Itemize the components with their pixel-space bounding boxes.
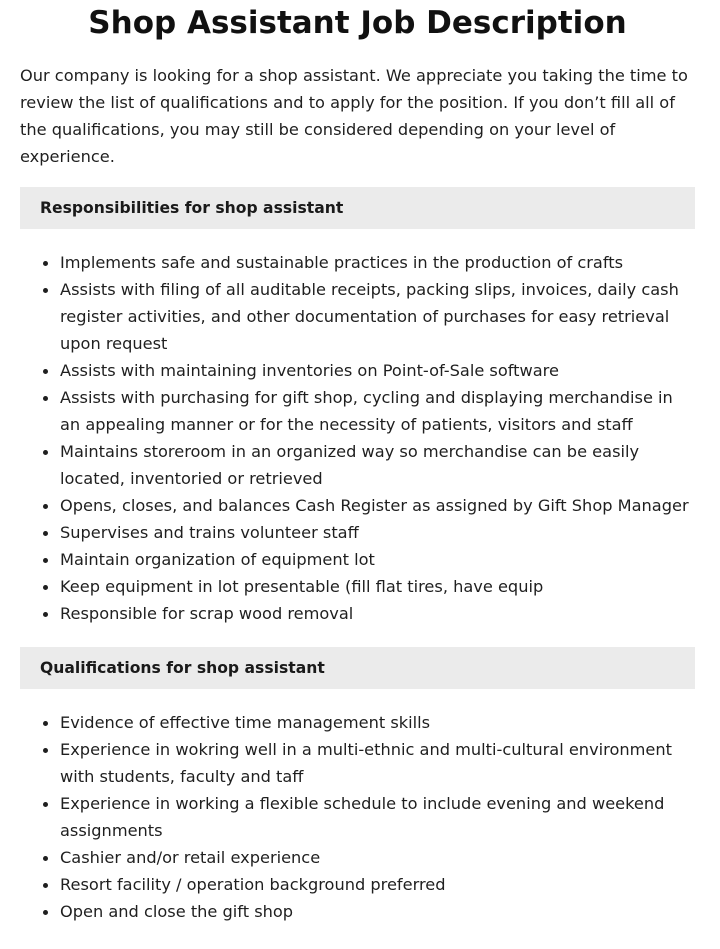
list-item: Experience in working a flexible schedule to include evening and weekend assignments xyxy=(60,790,695,844)
list-item: Open and close the gift shop xyxy=(60,898,695,925)
list-item: Maintain organization of equipment lot xyxy=(60,546,695,573)
list-item: Responsible for scrap wood removal xyxy=(60,600,695,627)
qualifications-heading: Qualifications for shop assistant xyxy=(20,647,695,689)
intro-paragraph: Our company is looking for a shop assistant. We appreciate you taking the time to review the list of qualifications and to apply for the position. If you don’t fill all of the qualifications, you may still be considered depending on your level of experience. xyxy=(20,66,688,166)
list-item: Implements safe and sustainable practices in the production of crafts xyxy=(60,249,695,276)
list-item: Assists with purchasing for gift shop, cycling and displaying merchandise in an appealing manner or for the necessity of patients, visitors and staff xyxy=(60,384,695,438)
list-item: Opens, closes, and balances Cash Register as assigned by Gift Shop Manager xyxy=(60,492,695,519)
list-item: Assists with maintaining inventories on Point-of-Sale software xyxy=(60,357,695,384)
list-item: Supervises and trains volunteer staff xyxy=(60,519,695,546)
list-item: Keep equipment in lot presentable (fill flat tires, have equip xyxy=(60,573,695,600)
responsibilities-list xyxy=(20,249,695,627)
list-item: Assists with filing of all auditable receipts, packing slips, invoices, daily cash register activities, and other documentation of purchases for easy retrieval upon request xyxy=(60,276,695,357)
list-item: Resort facility / operation background preferred xyxy=(60,871,695,898)
responsibilities-heading: Responsibilities for shop assistant xyxy=(20,187,695,229)
page-title: Shop Assistant Job Description xyxy=(88,5,627,41)
list-item: Evidence of effective time management skills xyxy=(60,709,695,736)
qualifications-list xyxy=(20,709,695,925)
list-item: Cashier and/or retail experience xyxy=(60,844,695,871)
list-item: Experience in wokring well in a multi-ethnic and multi-cultural environment with students, faculty and taff xyxy=(60,736,695,790)
list-item: Maintains storeroom in an organized way so merchandise can be easily located, inventoried or retrieved xyxy=(60,438,695,492)
job-description-page xyxy=(20,0,695,925)
